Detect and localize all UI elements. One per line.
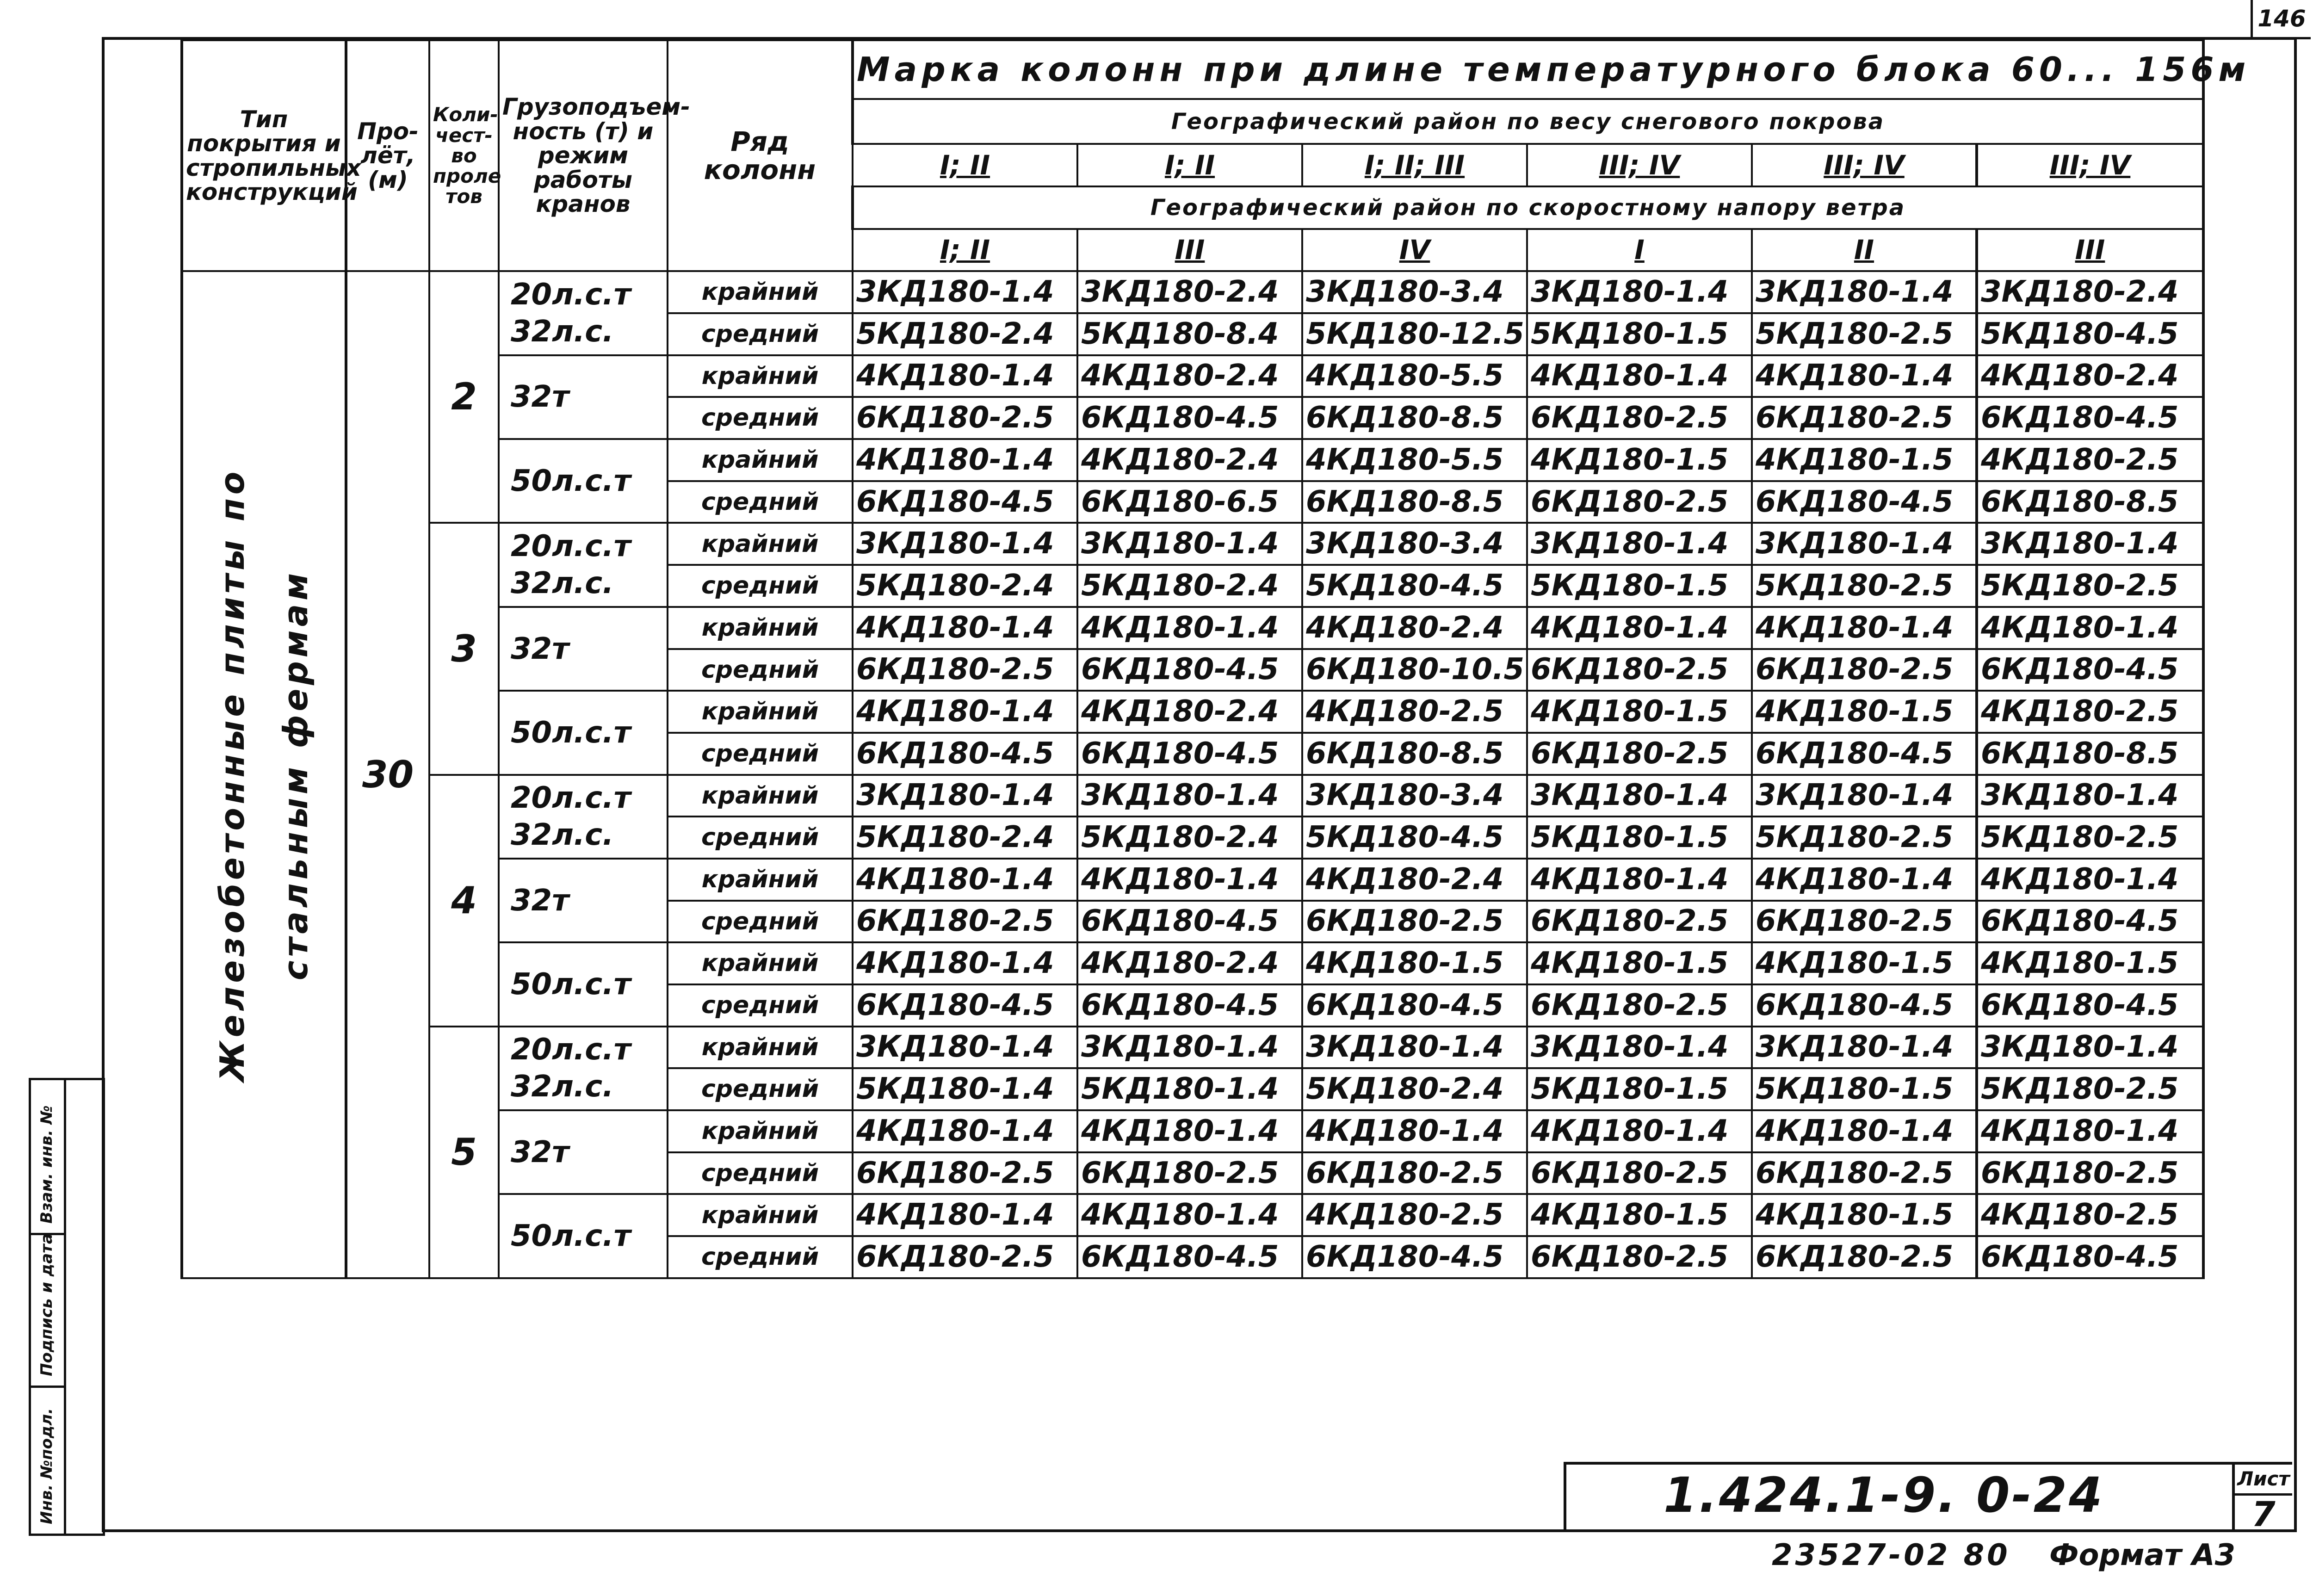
column-mark: 3КД180-1.4 xyxy=(853,775,1077,817)
column-mark: 6КД180-8.5 xyxy=(1977,733,2203,775)
column-mark: 6КД180-2.5 xyxy=(1752,397,1977,439)
header-snow-title: Географический район по весу снегового покрова xyxy=(853,99,2203,144)
crane-capacity xyxy=(499,1027,668,1110)
column-mark: 4КД180-1.4 xyxy=(853,439,1077,481)
column-mark: 4КД180-5.5 xyxy=(1302,439,1527,481)
row-type-edge: крайний xyxy=(668,942,853,984)
title-block xyxy=(1564,1462,2292,1534)
column-mark: 4КД180-1.5 xyxy=(1752,439,1977,481)
column-mark: 5КД180-4.5 xyxy=(1977,313,2203,355)
column-mark: 3КД180-3.4 xyxy=(1302,523,1527,565)
column-mark: 6КД180-2.5 xyxy=(1527,984,1752,1027)
column-mark: 6КД180-2.5 xyxy=(853,1236,1077,1278)
column-mark: 4КД180-1.5 xyxy=(1527,942,1752,984)
crane-capacity: 50л.с.т xyxy=(499,1194,668,1278)
column-mark: 5КД180-1.5 xyxy=(1527,1068,1752,1110)
crane-capacity: 50л.с.т xyxy=(499,942,668,1026)
column-mark: 3КД180-1.4 xyxy=(1302,1027,1527,1069)
column-mark: 4КД180-2.4 xyxy=(1077,439,1302,481)
column-mark: 6КД180-2.5 xyxy=(1527,649,1752,691)
column-mark: 4КД180-1.4 xyxy=(1527,859,1752,901)
column-mark: 3КД180-3.4 xyxy=(1302,271,1527,313)
header-title: Марка колонн при длине температурного блока 60... 156м xyxy=(853,40,2203,99)
column-mark: 4КД180-1.5 xyxy=(1977,942,2203,984)
column-mark: 6КД180-4.5 xyxy=(1977,397,2203,439)
header-span-count: Коли- чест- во проле тов xyxy=(429,40,499,271)
column-mark: 4КД180-1.4 xyxy=(853,859,1077,901)
column-mark: 5КД180-2.4 xyxy=(1302,1068,1527,1110)
column-mark: 3КД180-2.4 xyxy=(1077,271,1302,313)
column-mark: 3КД180-1.4 xyxy=(1527,775,1752,817)
row-type-middle: средний xyxy=(668,481,853,523)
column-mark: 4КД180-1.4 xyxy=(1077,1110,1302,1152)
column-mark: 4КД180-1.4 xyxy=(1527,1110,1752,1152)
column-mark: 6КД180-4.5 xyxy=(1752,481,1977,523)
column-mark: 6КД180-8.5 xyxy=(1302,733,1527,775)
crane-capacity-line: 32л.с. xyxy=(511,315,614,349)
crane-capacity: 32т xyxy=(499,607,668,691)
column-mark: 5КД180-2.5 xyxy=(1977,817,2203,859)
column-mark: 3КД180-1.4 xyxy=(1527,523,1752,565)
crane-capacity: 32т xyxy=(499,859,668,942)
column-mark: 6КД180-2.5 xyxy=(1752,649,1977,691)
crane-capacity-line: 20л.с.т xyxy=(511,781,631,816)
column-mark: 6КД180-2.5 xyxy=(1752,1152,1977,1194)
column-mark: 6КД180-2.5 xyxy=(1752,901,1977,943)
column-mark: 4КД180-1.4 xyxy=(1077,607,1302,649)
header-span: Про- лёт, (м) xyxy=(346,40,429,271)
snow-region: I; II xyxy=(853,144,1077,186)
column-mark: 6КД180-4.5 xyxy=(853,984,1077,1027)
crane-capacity-line: 20л.с.т xyxy=(511,1033,631,1067)
column-mark: 4КД180-1.4 xyxy=(1752,607,1977,649)
column-mark: 6КД180-2.5 xyxy=(1527,733,1752,775)
side-label-inventory: Инв. №подл. xyxy=(37,1408,56,1524)
column-mark: 6КД180-8.5 xyxy=(1977,481,2203,523)
sheet-corner-number: 146 xyxy=(2251,0,2311,39)
column-mark: 4КД180-1.4 xyxy=(1077,1194,1302,1236)
column-mark: 4КД180-1.4 xyxy=(853,355,1077,397)
row-type-middle: средний xyxy=(668,817,853,859)
span-value: 30 xyxy=(346,271,429,1278)
column-mark: 4КД180-5.5 xyxy=(1302,355,1527,397)
column-mark: 4КД180-1.4 xyxy=(853,1110,1077,1152)
column-mark: 5КД180-4.5 xyxy=(1302,565,1527,607)
row-type-middle: средний xyxy=(668,1152,853,1194)
crane-capacity-line: 32л.с. xyxy=(511,1070,614,1104)
row-type-middle: средний xyxy=(668,901,853,943)
footer-format: Формат А3 xyxy=(2049,1538,2236,1572)
sheet-box xyxy=(2232,1465,2292,1534)
column-mark: 6КД180-4.5 xyxy=(1077,984,1302,1027)
column-mark: 4КД180-2.5 xyxy=(1977,691,2203,733)
column-mark: 6КД180-2.5 xyxy=(853,649,1077,691)
column-mark: 3КД180-2.4 xyxy=(1977,271,2203,313)
column-mark: 6КД180-2.5 xyxy=(1527,397,1752,439)
table-row xyxy=(182,775,2203,817)
row-type-edge: крайний xyxy=(668,439,853,481)
column-marks-table xyxy=(180,39,2251,1279)
wind-region: I; II xyxy=(853,229,1077,272)
span-count: 3 xyxy=(429,523,499,774)
column-mark: 6КД180-4.5 xyxy=(1752,733,1977,775)
row-type-middle: средний xyxy=(668,984,853,1027)
crane-capacity: 50л.с.т xyxy=(499,439,668,523)
column-mark: 4КД180-2.4 xyxy=(1302,859,1527,901)
column-mark: 4КД180-1.4 xyxy=(1752,355,1977,397)
span-count: 2 xyxy=(429,271,499,523)
column-mark: 6КД180-4.5 xyxy=(1077,649,1302,691)
column-mark: 3КД180-1.4 xyxy=(1752,271,1977,313)
crane-capacity-line: 32л.с. xyxy=(511,818,614,853)
crane-capacity: 32т xyxy=(499,355,668,439)
column-mark: 4КД180-1.5 xyxy=(1752,691,1977,733)
row-type-middle: средний xyxy=(668,565,853,607)
column-mark: 4КД180-1.4 xyxy=(1752,1110,1977,1152)
row-type-edge: крайний xyxy=(668,607,853,649)
roof-type-line: стальным фермам xyxy=(276,569,315,980)
row-type-middle: средний xyxy=(668,1068,853,1110)
crane-capacity: 50л.с.т xyxy=(499,691,668,774)
column-mark: 6КД180-4.5 xyxy=(1977,984,2203,1027)
sheet-number: 7 xyxy=(2251,1495,2276,1534)
column-mark: 3КД180-3.4 xyxy=(1302,775,1527,817)
sheet-label: Лист xyxy=(2235,1465,2292,1496)
header-wind-title: Географический район по скоростному напору ветра xyxy=(853,186,2203,229)
column-mark: 4КД180-1.5 xyxy=(1527,439,1752,481)
column-mark: 4КД180-1.4 xyxy=(1077,859,1302,901)
column-mark: 4КД180-2.5 xyxy=(1302,1194,1527,1236)
column-mark: 5КД180-4.5 xyxy=(1302,817,1527,859)
wind-region: I xyxy=(1527,229,1752,272)
row-type-edge: крайний xyxy=(668,691,853,733)
column-mark: 6КД180-2.5 xyxy=(853,901,1077,943)
row-type-middle: средний xyxy=(668,1236,853,1278)
column-mark: 3КД180-1.4 xyxy=(1752,523,1977,565)
column-mark: 6КД180-10.5 xyxy=(1302,649,1527,691)
row-type-edge: крайний xyxy=(668,271,853,313)
column-mark: 4КД180-2.4 xyxy=(1302,607,1527,649)
row-type-middle: средний xyxy=(668,649,853,691)
column-mark: 6КД180-2.5 xyxy=(1527,481,1752,523)
column-mark: 3КД180-1.4 xyxy=(853,271,1077,313)
snow-region: III; IV xyxy=(1977,144,2203,186)
column-mark: 6КД180-4.5 xyxy=(853,733,1077,775)
column-mark: 4КД180-1.5 xyxy=(1527,1194,1752,1236)
table-row xyxy=(182,523,2203,565)
column-mark: 3КД180-1.4 xyxy=(1977,523,2203,565)
document-code: 1.424.1-9. 0-24 xyxy=(1664,1467,2104,1523)
column-mark: 6КД180-4.5 xyxy=(853,481,1077,523)
column-mark: 5КД180-2.5 xyxy=(1977,565,2203,607)
column-mark: 6КД180-2.5 xyxy=(853,397,1077,439)
column-mark: 4КД180-1.4 xyxy=(853,942,1077,984)
crane-capacity-line: 20л.с.т xyxy=(511,278,631,312)
column-mark: 3КД180-1.4 xyxy=(1077,523,1302,565)
column-mark: 5КД180-2.5 xyxy=(1752,817,1977,859)
column-mark: 3КД180-1.4 xyxy=(1077,775,1302,817)
table-row xyxy=(182,1027,2203,1069)
column-mark: 3КД180-1.4 xyxy=(1752,775,1977,817)
column-mark: 4КД180-2.4 xyxy=(1977,355,2203,397)
crane-capacity xyxy=(499,271,668,355)
column-mark: 5КД180-1.4 xyxy=(1077,1068,1302,1110)
side-label-signature: Подпись и дата xyxy=(37,1233,56,1376)
roof-type-line: Железобетонные плиты по xyxy=(212,468,252,1082)
side-stamp-strip xyxy=(29,1078,105,1536)
column-mark: 4КД180-2.4 xyxy=(1077,355,1302,397)
column-mark: 6КД180-6.5 xyxy=(1077,481,1302,523)
column-mark: 5КД180-2.4 xyxy=(853,565,1077,607)
column-mark: 6КД180-4.5 xyxy=(1302,984,1527,1027)
row-type-edge: крайний xyxy=(668,1110,853,1152)
crane-capacity-line: 32л.с. xyxy=(511,566,614,601)
column-mark: 6КД180-4.5 xyxy=(1077,901,1302,943)
column-mark: 4КД180-1.5 xyxy=(1752,942,1977,984)
column-mark: 6КД180-4.5 xyxy=(1977,649,2203,691)
column-mark: 4КД180-1.4 xyxy=(1752,859,1977,901)
wind-region: III xyxy=(1977,229,2203,272)
column-mark: 4КД180-1.4 xyxy=(1977,1110,2203,1152)
column-mark: 3КД180-1.4 xyxy=(1752,1027,1977,1069)
column-mark: 5КД180-2.4 xyxy=(1077,565,1302,607)
column-mark: 6КД180-2.5 xyxy=(853,1152,1077,1194)
column-mark: 6КД180-2.5 xyxy=(1527,901,1752,943)
snow-region: III; IV xyxy=(1527,144,1752,186)
column-mark: 6КД180-2.5 xyxy=(1527,1152,1752,1194)
column-mark: 5КД180-12.5 xyxy=(1302,313,1527,355)
column-mark: 6КД180-4.5 xyxy=(1302,1236,1527,1278)
column-mark: 4КД180-1.4 xyxy=(853,691,1077,733)
row-type-edge: крайний xyxy=(668,775,853,817)
column-mark: 4КД180-1.4 xyxy=(853,1194,1077,1236)
wind-region: III xyxy=(1077,229,1302,272)
row-type-middle: средний xyxy=(668,733,853,775)
column-mark: 4КД180-2.5 xyxy=(1977,439,2203,481)
column-mark: 4КД180-1.4 xyxy=(1977,607,2203,649)
column-mark: 6КД180-4.5 xyxy=(1977,901,2203,943)
column-mark: 6КД180-2.5 xyxy=(1302,1152,1527,1194)
footer-order-number: 23527-02 80 xyxy=(1772,1538,2010,1572)
table-row xyxy=(182,271,2203,313)
column-mark: 6КД180-8.5 xyxy=(1302,397,1527,439)
column-mark: 5КД180-1.5 xyxy=(1752,1068,1977,1110)
column-mark: 3КД180-1.4 xyxy=(1077,1027,1302,1069)
column-mark: 4КД180-2.4 xyxy=(1077,942,1302,984)
row-type-edge: крайний xyxy=(668,523,853,565)
column-mark: 5КД180-2.5 xyxy=(1977,1068,2203,1110)
column-mark: 4КД180-1.4 xyxy=(853,607,1077,649)
header-column-row: Ряд колонн xyxy=(668,40,853,271)
column-mark: 6КД180-4.5 xyxy=(1977,1236,2203,1278)
column-mark: 6КД180-4.5 xyxy=(1752,984,1977,1027)
column-mark: 4КД180-2.5 xyxy=(1302,691,1527,733)
column-mark: 6КД180-2.5 xyxy=(1527,1236,1752,1278)
column-mark: 5КД180-2.4 xyxy=(853,817,1077,859)
header-crane-capacity: Грузоподъем- ность (т) и режим работы кранов xyxy=(499,40,668,271)
column-mark: 5КД180-1.5 xyxy=(1527,313,1752,355)
column-mark: 6КД180-2.5 xyxy=(1077,1152,1302,1194)
crane-capacity xyxy=(499,523,668,606)
column-mark: 5КД180-8.4 xyxy=(1077,313,1302,355)
side-label-replacement: Взам. инв. № xyxy=(37,1105,56,1224)
column-mark: 6КД180-4.5 xyxy=(1077,397,1302,439)
column-mark: 5КД180-2.4 xyxy=(1077,817,1302,859)
column-mark: 6КД180-2.5 xyxy=(1302,901,1527,943)
column-mark: 4КД180-1.5 xyxy=(1752,1194,1977,1236)
column-mark: 4КД180-2.5 xyxy=(1977,1194,2203,1236)
column-mark: 3КД180-1.4 xyxy=(1527,271,1752,313)
column-mark: 3КД180-1.4 xyxy=(1977,775,2203,817)
roof-type-cell xyxy=(182,271,346,1278)
column-mark: 3КД180-1.4 xyxy=(853,1027,1077,1069)
row-type-edge: крайний xyxy=(668,355,853,397)
column-mark: 6КД180-4.5 xyxy=(1077,1236,1302,1278)
snow-region: I; II; III xyxy=(1302,144,1527,186)
column-mark: 4КД180-1.5 xyxy=(1527,691,1752,733)
column-mark: 4КД180-1.4 xyxy=(1527,607,1752,649)
crane-capacity-line: 20л.с.т xyxy=(511,529,631,564)
column-mark: 5КД180-1.5 xyxy=(1527,817,1752,859)
crane-capacity xyxy=(499,775,668,859)
column-mark: 6КД180-4.5 xyxy=(1077,733,1302,775)
column-mark: 5КД180-2.5 xyxy=(1752,565,1977,607)
column-mark: 4КД180-1.5 xyxy=(1302,942,1527,984)
row-type-edge: крайний xyxy=(668,1027,853,1069)
wind-region: IV xyxy=(1302,229,1527,272)
column-mark: 3КД180-1.4 xyxy=(1527,1027,1752,1069)
column-mark: 5КД180-1.4 xyxy=(853,1068,1077,1110)
row-type-middle: средний xyxy=(668,313,853,355)
column-mark: 6КД180-8.5 xyxy=(1302,481,1527,523)
header-roof-type: Тип покрытия и стропильных конструкций xyxy=(182,40,346,271)
span-count: 4 xyxy=(429,775,499,1027)
snow-region: III; IV xyxy=(1752,144,1977,186)
column-mark: 4КД180-1.4 xyxy=(1527,355,1752,397)
snow-region: I; II xyxy=(1077,144,1302,186)
column-mark: 3КД180-1.4 xyxy=(853,523,1077,565)
column-mark: 5КД180-2.4 xyxy=(853,313,1077,355)
span-count: 5 xyxy=(429,1027,499,1278)
column-mark: 5КД180-1.5 xyxy=(1527,565,1752,607)
column-mark: 4КД180-1.4 xyxy=(1302,1110,1527,1152)
column-mark: 6КД180-2.5 xyxy=(1752,1236,1977,1278)
column-mark: 3КД180-1.4 xyxy=(1977,1027,2203,1069)
crane-capacity: 32т xyxy=(499,1110,668,1194)
column-mark: 5КД180-2.5 xyxy=(1752,313,1977,355)
row-type-edge: крайний xyxy=(668,1194,853,1236)
wind-region: II xyxy=(1752,229,1977,272)
column-mark: 4КД180-2.4 xyxy=(1077,691,1302,733)
row-type-middle: средний xyxy=(668,397,853,439)
column-mark: 4КД180-1.4 xyxy=(1977,859,2203,901)
column-mark: 6КД180-2.5 xyxy=(1977,1152,2203,1194)
row-type-edge: крайний xyxy=(668,859,853,901)
